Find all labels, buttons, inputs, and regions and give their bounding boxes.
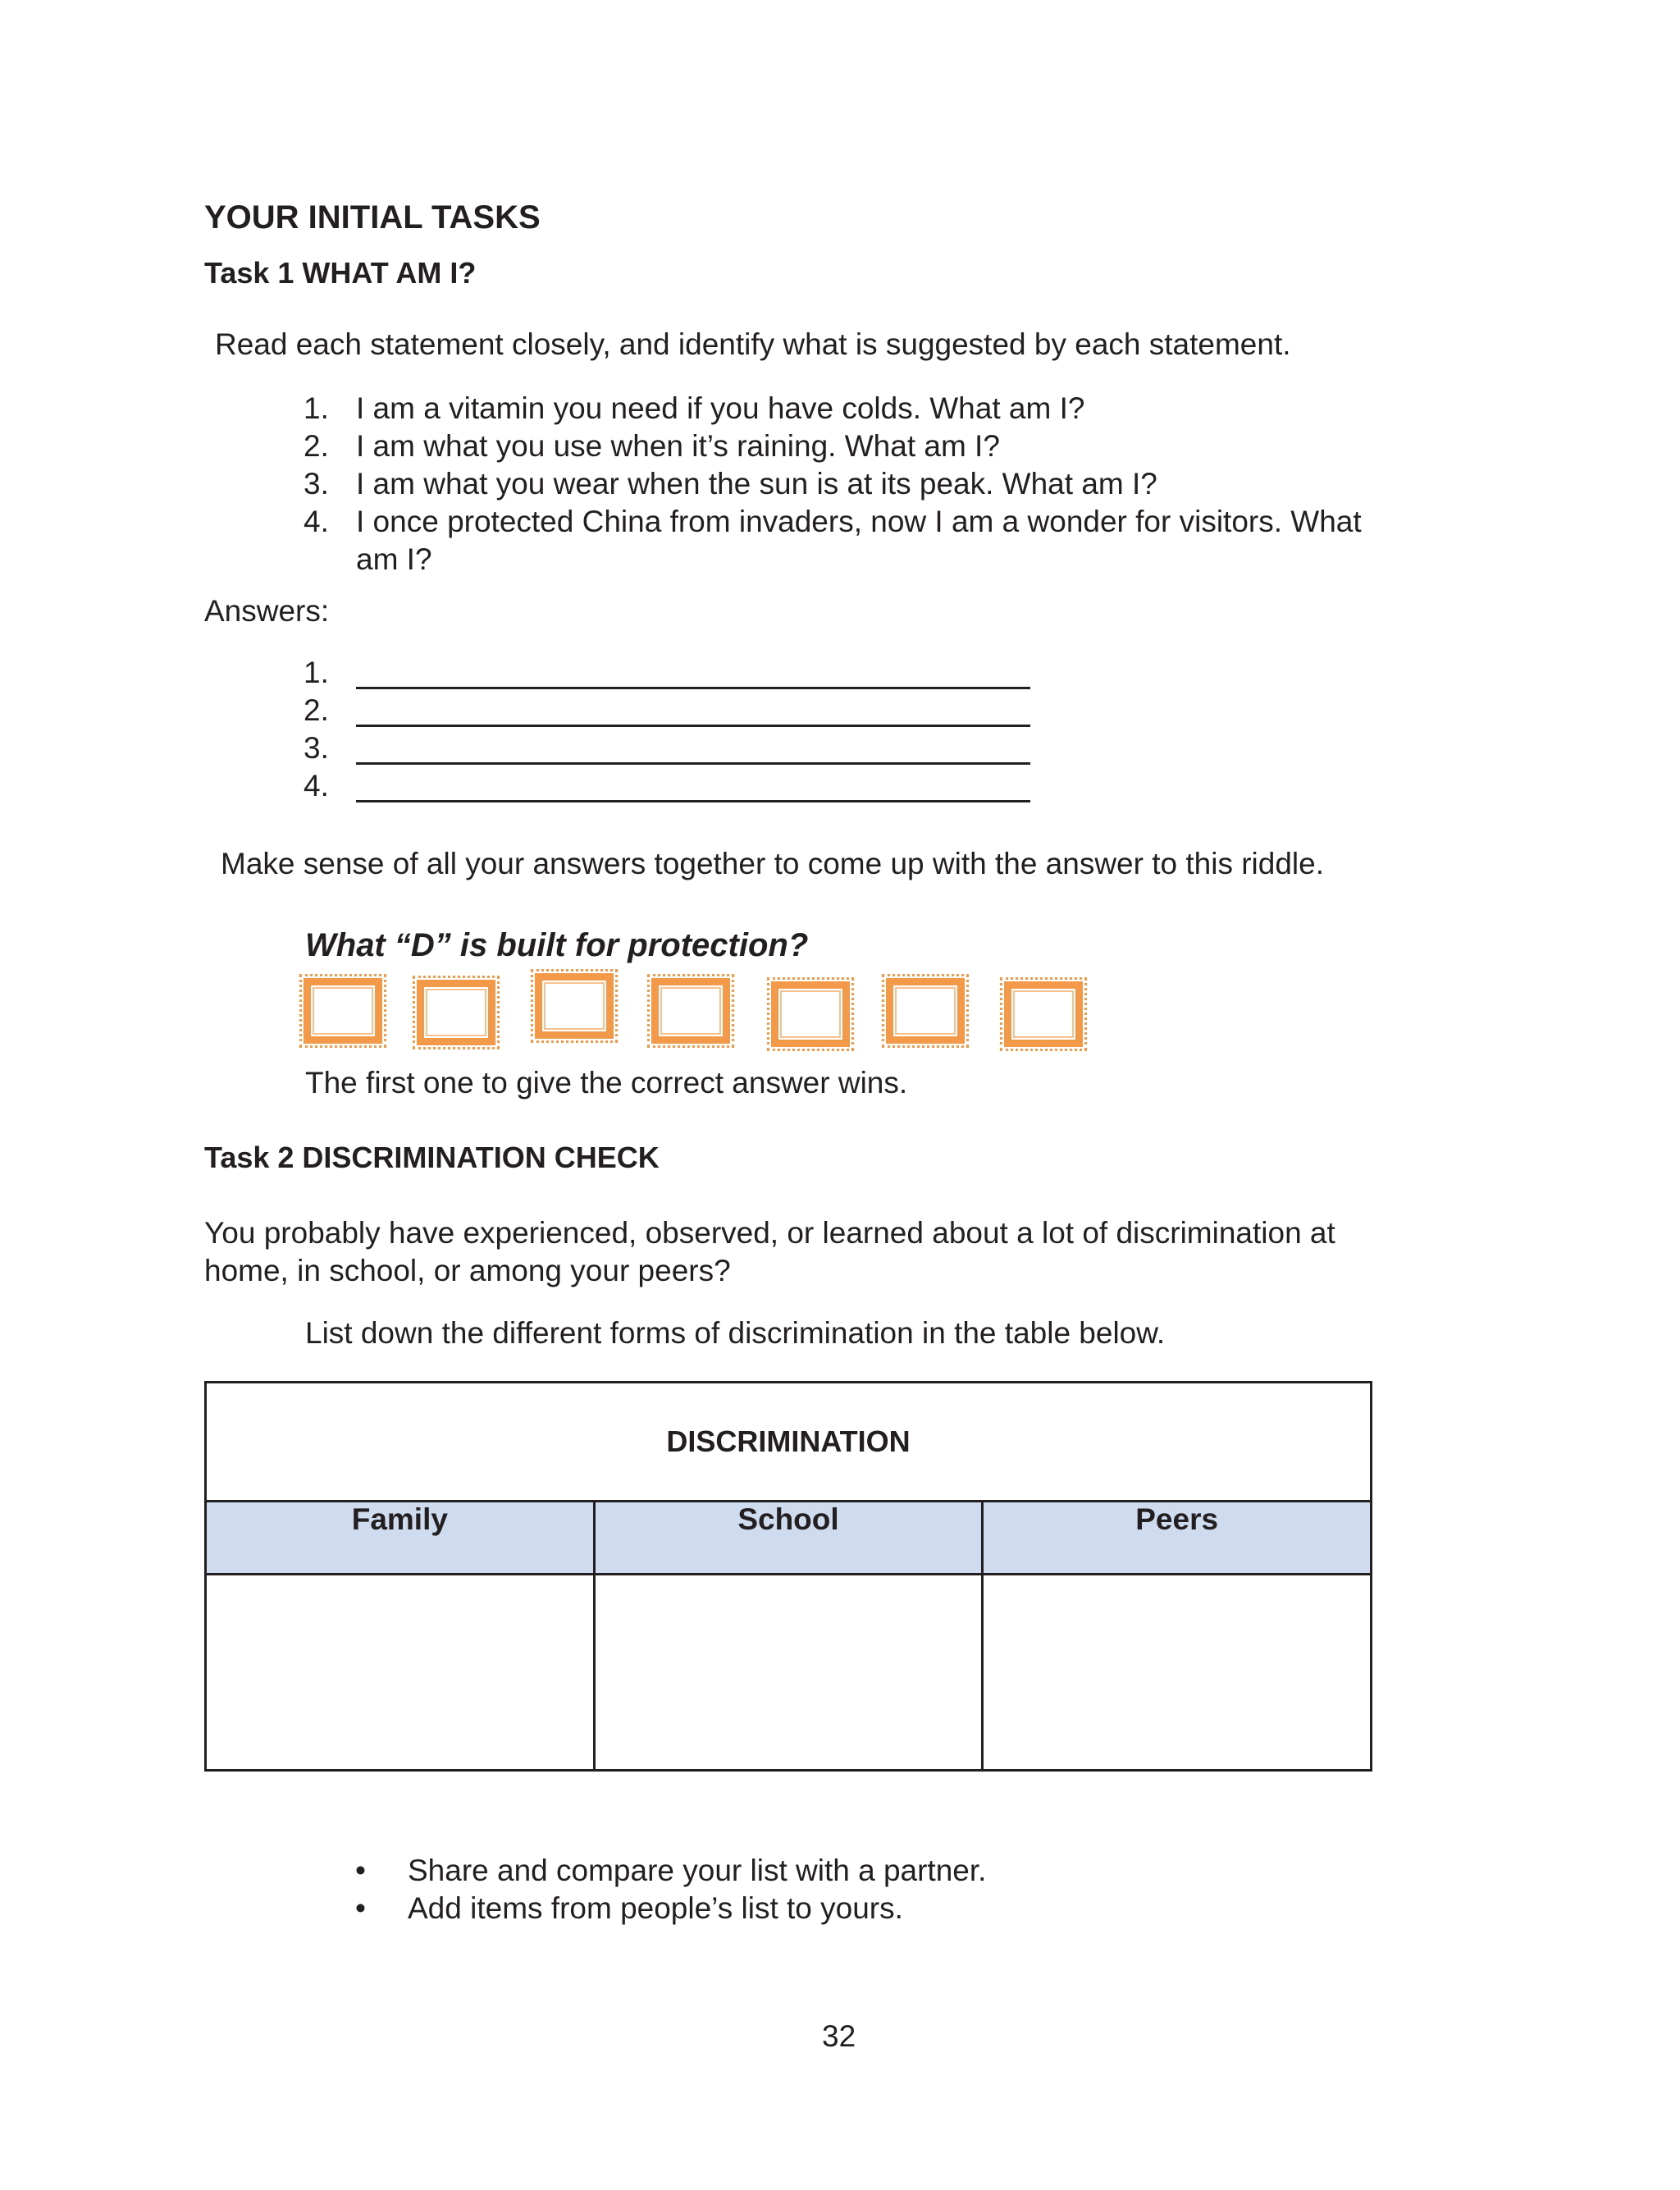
letter-box[interactable] — [651, 978, 730, 1044]
answers-label: Answers: — [204, 594, 330, 628]
page-number: 32 — [822, 2019, 856, 2053]
task2-intro-line2: home, in school, or among your peers? — [204, 1254, 731, 1287]
column-header-peers: Peers — [983, 1502, 1372, 1575]
letter-box[interactable] — [886, 978, 965, 1044]
answer-list — [304, 654, 356, 805]
riddle-intro: Make sense of all your answers together to come up with the answer to this riddle. — [221, 847, 1325, 880]
win-note: The first one to give the correct answer wins. — [305, 1066, 908, 1100]
statement-text: I am a vitamin you need if you have colds. What am I? — [356, 391, 1085, 425]
letter-box-row — [302, 972, 1098, 1054]
bullet-text: Add items from people’s list to yours. — [408, 1891, 903, 1925]
answer-item — [304, 654, 356, 692]
bullet-dot: • — [355, 1891, 366, 1925]
answer-number: 3. — [304, 731, 329, 765]
answer-blank-line[interactable] — [356, 687, 1030, 689]
task1-instruction: Read each statement closely, and identify what is suggested by each statement. — [215, 327, 1291, 361]
letter-box[interactable] — [1004, 981, 1083, 1047]
peers-answer-cell[interactable] — [983, 1575, 1372, 1771]
discrimination-table — [204, 1381, 1372, 1772]
task2-intro-line1: You probably have experienced, observed, or learned about a lot of discrimination at — [204, 1216, 1335, 1250]
bullet-item — [355, 1852, 986, 1890]
answer-blank-line[interactable] — [356, 800, 1030, 802]
statement-number: 1. — [304, 391, 329, 425]
statement-number: 2. — [304, 429, 329, 463]
letter-box[interactable] — [535, 973, 614, 1039]
task2-instruction: List down the different forms of discrimination in the table below. — [305, 1316, 1166, 1350]
answer-number: 1. — [304, 656, 329, 689]
letter-box[interactable] — [304, 978, 382, 1044]
statement-item — [304, 503, 1362, 578]
page-heading: YOUR INITIAL TASKS — [204, 199, 541, 235]
answer-number: 2. — [304, 693, 329, 727]
answer-item — [304, 767, 356, 805]
statement-item — [304, 465, 1362, 503]
statement-text: I once protected China from invaders, now I am a wonder for visitors. What — [356, 505, 1362, 538]
task2-title: Task 2 DISCRIMINATION CHECK — [204, 1141, 660, 1174]
riddle-question: What “D” is built for protection? — [305, 927, 809, 963]
answer-number: 4. — [304, 769, 329, 802]
answer-item — [304, 729, 356, 767]
statement-text: I am what you use when it’s raining. What am I? — [356, 429, 1000, 463]
statement-item — [304, 390, 1362, 427]
bullet-dot: • — [355, 1854, 366, 1887]
answer-item — [304, 692, 356, 729]
statement-number: 3. — [304, 467, 329, 501]
task1-title: Task 1 WHAT AM I? — [204, 256, 477, 290]
statement-text-continued: am I? — [356, 542, 432, 576]
column-header-family: Family — [206, 1502, 595, 1575]
bullet-text: Share and compare your list with a partner. — [408, 1854, 987, 1887]
statement-item — [304, 427, 1362, 465]
table-title: DISCRIMINATION — [206, 1383, 1372, 1502]
letter-box[interactable] — [417, 980, 495, 1045]
statement-number: 4. — [304, 505, 329, 538]
column-header-school: School — [594, 1502, 983, 1575]
statement-list — [304, 390, 1362, 578]
answer-blank-line[interactable] — [356, 725, 1030, 727]
school-answer-cell[interactable] — [594, 1575, 983, 1771]
answer-blank-line[interactable] — [356, 762, 1030, 765]
bullet-item — [355, 1890, 986, 1927]
statement-text: I am what you wear when the sun is at its peak. What am I? — [356, 467, 1157, 501]
family-answer-cell[interactable] — [206, 1575, 595, 1771]
bullet-list — [355, 1852, 986, 1927]
letter-box[interactable] — [771, 981, 850, 1047]
